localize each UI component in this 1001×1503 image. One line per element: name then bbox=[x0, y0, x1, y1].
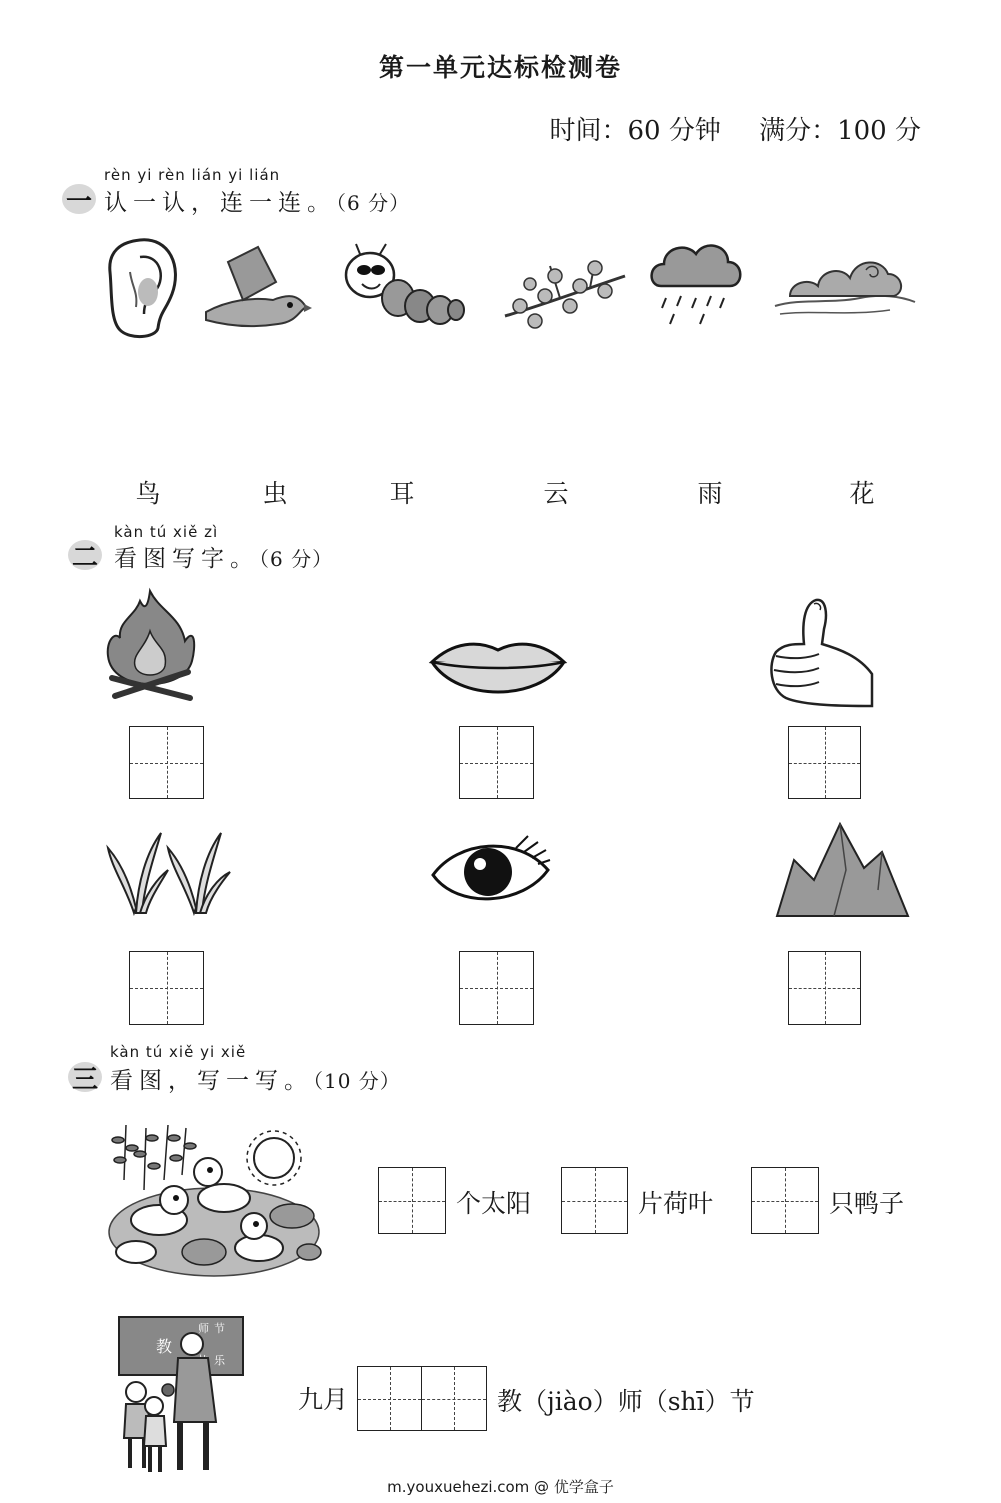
blackboard-char-5: 乐 bbox=[214, 1354, 225, 1367]
teacher-day-scene-icon bbox=[116, 1314, 248, 1479]
section2-points: （6 分） bbox=[259, 547, 334, 571]
caterpillar-icon bbox=[340, 240, 465, 335]
word-2: 虫 bbox=[262, 479, 288, 508]
sun-unit-label: 个太阳 bbox=[456, 1189, 532, 1218]
word-1: 鸟 bbox=[135, 479, 161, 508]
exam-meta bbox=[519, 110, 921, 147]
blackboard-char-1: 教 bbox=[156, 1337, 173, 1356]
date-write-boxes[interactable] bbox=[357, 1366, 487, 1431]
section1-title bbox=[104, 184, 410, 217]
full-score: 满分：100 分 bbox=[759, 116, 921, 146]
section3-title bbox=[110, 1062, 401, 1095]
lotus-unit-label: 片荷叶 bbox=[638, 1189, 714, 1218]
section1-pinyin: rèn yi rèn lián yi lián bbox=[104, 166, 281, 184]
section2-title-text: 看图写字。 bbox=[114, 546, 259, 572]
mouth-icon bbox=[428, 632, 568, 702]
eye-icon bbox=[428, 830, 553, 910]
write-box-mountain[interactable] bbox=[788, 951, 861, 1025]
word-5: 雨 bbox=[697, 479, 723, 508]
section3-number: 三 bbox=[68, 1062, 102, 1092]
grass-icon bbox=[106, 828, 236, 918]
rain-cloud-icon bbox=[646, 236, 746, 331]
hand-icon bbox=[764, 594, 874, 709]
flower-branch-icon bbox=[500, 246, 630, 336]
fire-icon bbox=[100, 586, 200, 701]
date-box-2[interactable] bbox=[422, 1366, 487, 1431]
cloud-icon bbox=[770, 246, 918, 326]
section3-pinyin: kàn tú xiě yi xiě bbox=[110, 1043, 247, 1061]
mountain-icon bbox=[774, 820, 912, 920]
word-3: 耳 bbox=[389, 479, 415, 508]
word-4: 云 bbox=[543, 479, 569, 508]
write-box-hand[interactable] bbox=[788, 726, 861, 799]
section2-title bbox=[114, 540, 333, 573]
section2-pinyin: kàn tú xiě zì bbox=[114, 523, 219, 541]
blackboard-char-3: 节 bbox=[214, 1322, 225, 1335]
section2-number: 二 bbox=[68, 540, 102, 570]
word-6: 花 bbox=[849, 479, 875, 508]
write-box-eye[interactable] bbox=[459, 951, 534, 1025]
section3-points: （10 分） bbox=[313, 1069, 401, 1093]
time-limit: 时间：60 分钟 bbox=[549, 116, 721, 146]
teacher-day-label: 教（jiào）师（shī）节 bbox=[497, 1387, 755, 1416]
count-box-duck[interactable] bbox=[751, 1167, 819, 1234]
write-box-fire[interactable] bbox=[129, 726, 204, 799]
page-title: 第一单元达标检测卷 bbox=[378, 53, 622, 82]
write-box-grass[interactable] bbox=[129, 951, 204, 1025]
count-box-lotus[interactable] bbox=[561, 1167, 628, 1234]
ear-icon bbox=[100, 232, 190, 342]
section1-points: （6 分） bbox=[336, 191, 411, 215]
blackboard-char-2: 师 bbox=[198, 1322, 209, 1335]
duck-unit-label: 只鸭子 bbox=[829, 1189, 905, 1218]
pond-scene-icon bbox=[104, 1120, 324, 1280]
date-box-1[interactable] bbox=[357, 1366, 422, 1431]
section1-title-text: 认一认，连一连。 bbox=[104, 190, 336, 216]
count-box-sun[interactable] bbox=[378, 1167, 446, 1234]
section3-title-text: 看图，写一写。 bbox=[110, 1068, 313, 1094]
write-box-mouth[interactable] bbox=[459, 726, 534, 799]
bird-icon bbox=[198, 242, 313, 332]
month-label: 九月 bbox=[298, 1385, 349, 1414]
section1-number: 一 bbox=[62, 184, 96, 214]
footer-watermark: m.youxuehezi.com @ 优学盒子 bbox=[387, 1478, 614, 1496]
